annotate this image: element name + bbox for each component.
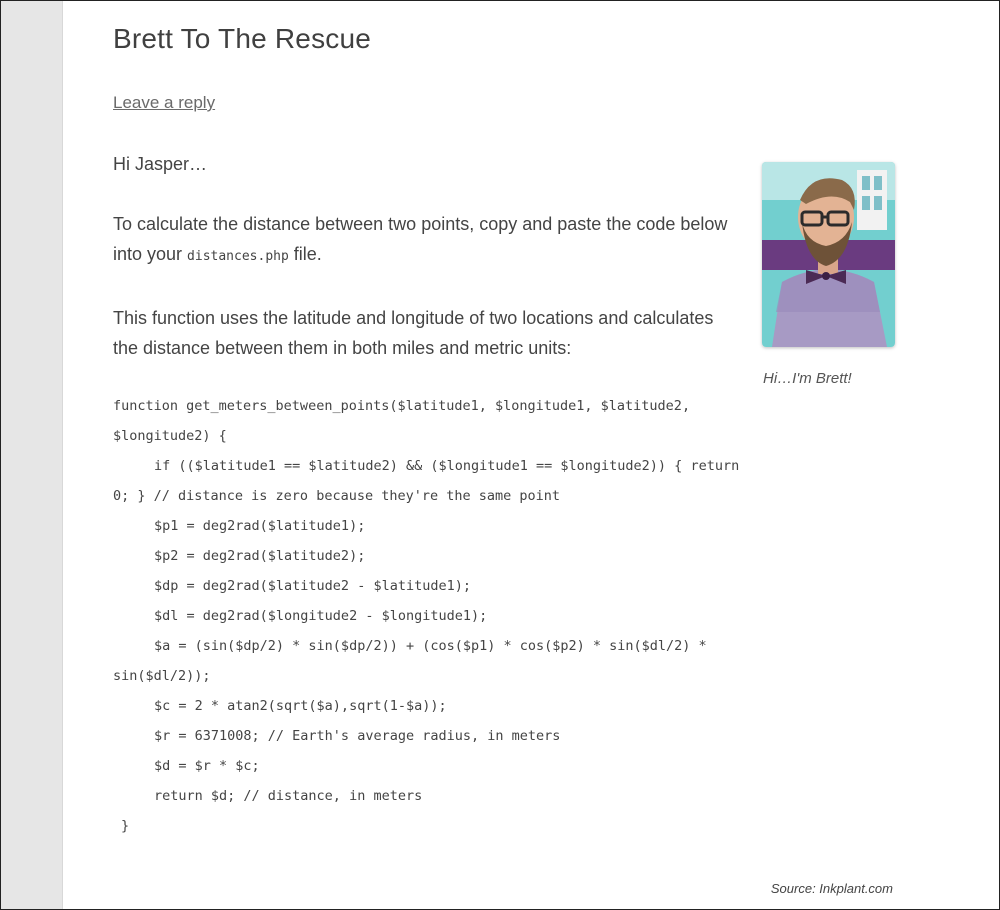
left-sidebar-strip [1,1,63,909]
photo-caption: Hi…I'm Brett! [763,370,852,387]
code-line: $p1 = deg2rad($latitude1); [154,518,366,534]
intro-text-before: To calculate the distance between two points, copy and paste the code below into your [113,214,728,264]
description-paragraph: This function uses the latitude and longitude of two locations and calculates the distance between them in both miles and metric units: [113,308,714,358]
filename-code: distances.php [187,249,289,264]
code-line: return $d; // distance, in meters [154,788,423,804]
code-line: $dp = deg2rad($latitude2 - $latitude1); [154,578,471,594]
code-line: function get_meters_between_points($latitude1, $longitude1, $latitude2, $longitude2) { [113,398,699,444]
post-content [113,149,738,363]
code-line-part: return 0; } // distance is zero because they're the same point [113,458,748,504]
post-title: Brett To The Rescue [113,23,372,54]
code-line: $r = 6371008; // Earth's average radius, in meters [154,728,561,744]
code-line: $p2 = deg2rad($latitude2); [154,548,366,564]
greeting-text: Hi Jasper… [113,154,208,174]
code-line: $d = $r * $c; [154,758,260,774]
source-credit: Source: Inkplant.com [770,881,893,896]
author-photo [762,162,895,347]
code-line: } [121,818,130,834]
intro-text-after: file. [288,244,322,264]
author-photo-illustration [762,162,895,347]
code-line: $dl = deg2rad($longitude2 - $longitude1); [154,608,488,624]
code-line: $c = 2 * atan2(sqrt($a),sqrt(1-$a)); [154,698,447,714]
code-block [113,391,748,841]
code-line-part: if (($latitude1 == $latitude2) && ($longitude1 == $longitude2)) { [154,458,683,474]
code-line: $a = (sin($dp/2) * sin($dp/2)) + (cos($p1) * cos($p2) * sin($dl/2) * sin($dl/2)); [113,638,715,684]
leave-reply-link[interactable]: Leave a reply [113,93,216,112]
intro-paragraph [113,209,738,272]
code-line [113,451,748,511]
